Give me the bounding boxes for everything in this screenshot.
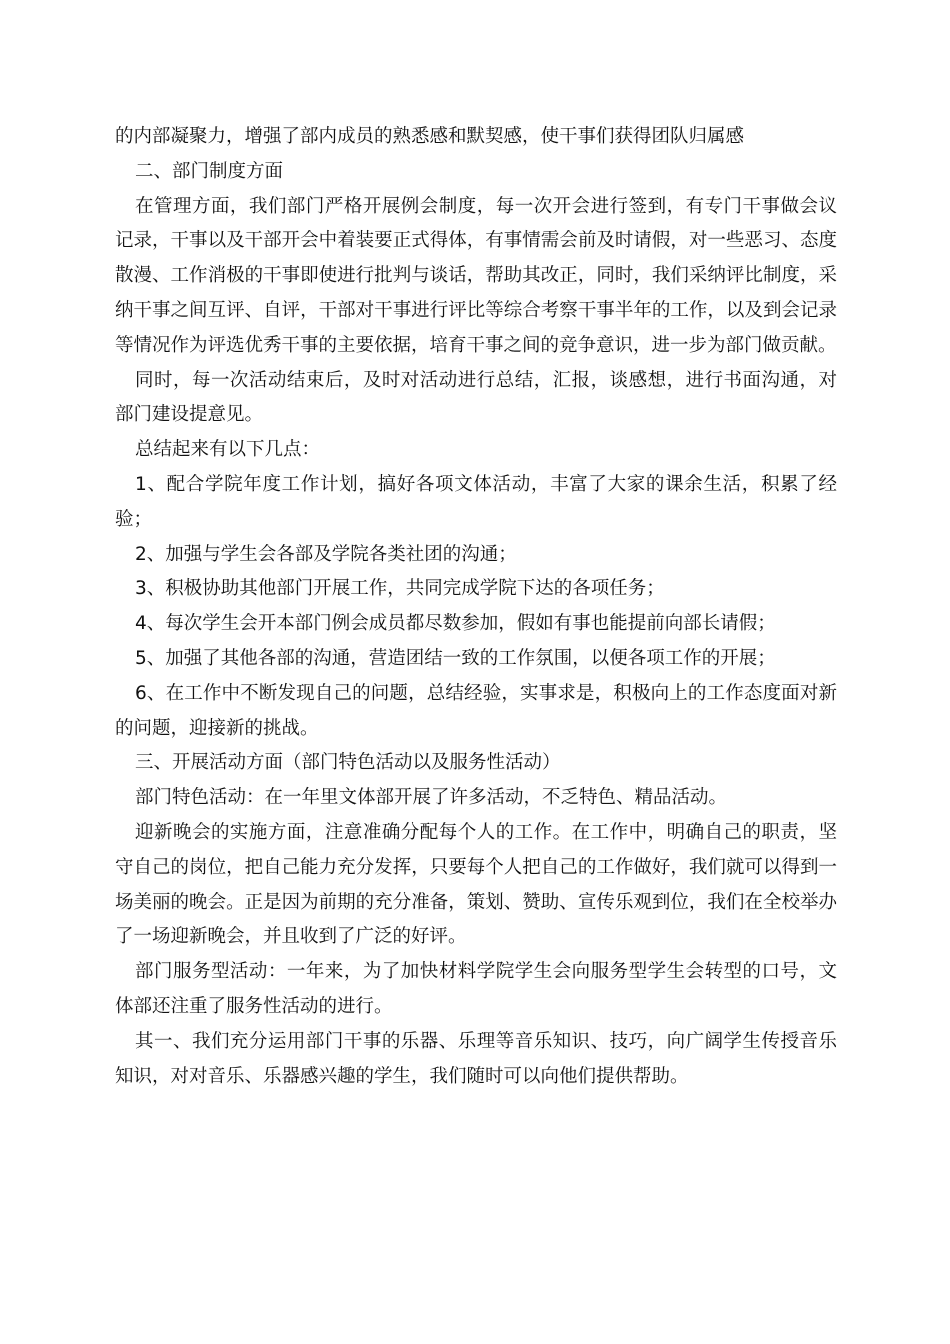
paragraph-continuation: 的内部凝聚力，增强了部内成员的熟悉感和默契感，使干事们获得团队归属感 xyxy=(115,126,745,147)
heading-section-2: 二、部门制度方面 xyxy=(135,160,284,182)
paragraph-music-help: 其一、我们充分运用部门干事的乐器、乐理等音乐知识、技巧，向广阔学生传授音乐知识，对对音乐、乐器感兴趣的学生，我们随时可以向他们提供帮助。 xyxy=(115,1030,837,1087)
paragraph-post-activity: 同时，每一次活动结束后，及时对活动进行总结，汇报，谈感想，进行书面沟通，对部门建设提意见。 xyxy=(115,369,837,426)
list-item-6: 6、在工作中不断发现自己的问题，总结经验，实事求是，积极向上的工作态度面对新的问题，迎接新的挑战。 xyxy=(115,682,837,739)
paragraph-welcome-party: 迎新晚会的实施方面，注意准确分配每个人的工作。在工作中，明确自己的职责，坚守自己的岗位，把自己能力充分发挥，只要每个人把自己的工作做好，我们就可以得到一场美丽的晚会。正是因为前期的充分准备，策划、赞助、宣传乐观到位，我们在全校举办了一场迎新晚会，并且收到了广泛的好评。 xyxy=(115,821,837,948)
paragraph-management: 在管理方面，我们部门严格开展例会制度，每一次开会进行签到，有专门干事做会议记录，干事以及干部开会中着装要正式得体，有事情需会前及时请假，对一些恶习、态度散漫、工作消极的干事即使进行批判与谈话，帮助其改正，同时，我们采纳评比制度，采纳干事之间互评、自评，干部对干事进行评比等综合考察干事半年的工作，以及到会记录等情况作为评选优秀干事的主要依据，培育干事之间的竞争意识，进一步为部门做贡献。 xyxy=(115,195,837,356)
document-body xyxy=(115,120,837,1094)
list-item-5: 5、加强了其他各部的沟通，营造团结一致的工作氛围，以便各项工作的开展； xyxy=(135,647,776,669)
paragraph-featured-activities: 部门特色活动：在一年里文体部开展了许多活动，不乏特色、精品活动。 xyxy=(135,787,728,809)
paragraph-service-activities: 部门服务型活动：一年来，为了加快材料学院学生会向服务型学生会转型的口号，文体部还注重了服务性活动的进行。 xyxy=(115,961,837,1017)
list-item-4: 4、每次学生会开本部门例会成员都尽数参加，假如有事也能提前向部长请假； xyxy=(135,613,776,635)
list-item-3: 3、积极协助其他部门开展工作，共同完成学院下达的各项任务； xyxy=(135,578,665,600)
heading-section-3: 三、开展活动方面（部门特色活动以及服务性活动） xyxy=(135,752,561,774)
paragraph-summary-intro: 总结起来有以下几点： xyxy=(135,439,321,461)
list-item-2: 2、加强与学生会各部及学院各类社团的沟通； xyxy=(135,543,517,565)
list-item-1: 1、配合学院年度工作计划，搞好各项文体活动，丰富了大家的课余生活，积累了经验； xyxy=(115,473,837,530)
